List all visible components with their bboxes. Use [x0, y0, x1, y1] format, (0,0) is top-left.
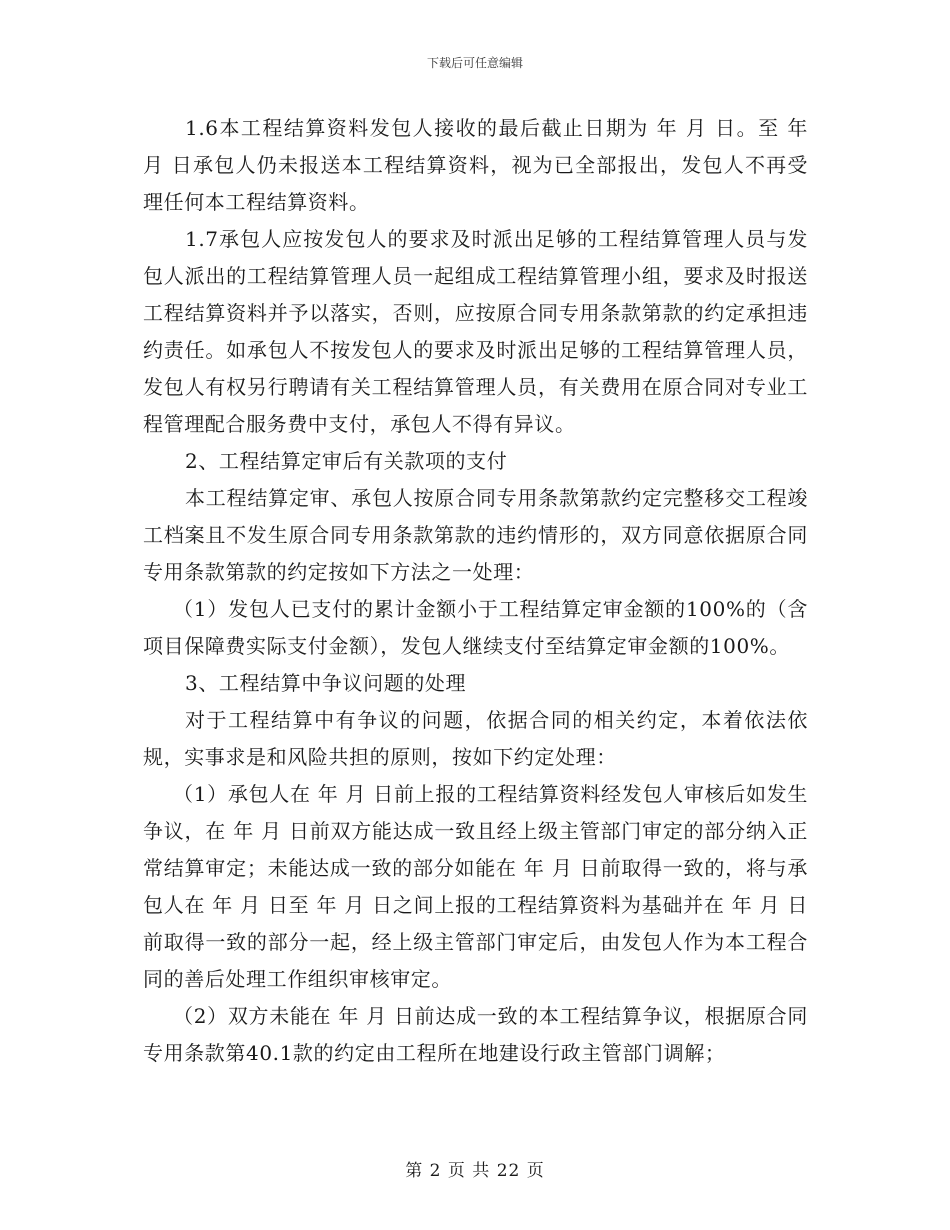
- page-header: 下载后可任意编辑: [426, 56, 523, 70]
- page-number-footer: 第 2 页 共 22 页: [405, 1161, 545, 1181]
- paragraph-2-item-1: （1）发包人已支付的累计金额小于工程结算定审金额的100%的（含项目保障费实际支付金额），发包人继续支付至结算定审金额的100%。: [143, 597, 808, 658]
- paragraph-2-body: 本工程结算定审、承包人按原合同专用条款第款约定完整移交工程竣工档案且不发生原合同专用条款第款的违约情形的，双方同意依据原合同专用条款第款的约定按如下方法之一处理：: [143, 486, 808, 584]
- paragraph-3-body: 对于工程结算中有争议的问题，依据合同的相关约定，本着依法依规，实事求是和风险共担的原则，按如下约定处理：: [143, 708, 808, 769]
- paragraph-1-7: 1.7承包人应按发包人的要求及时派出足够的工程结算管理人员与发包人派出的工程结算管理人员一起组成工程结算管理小组，要求及时报送工程结算资料并予以落实，否则，应按原合同专用条款第款的约定承担违约责任。如承包人不按发包人的要求及时派出足够的工程结算管理人员，发包人有权另行聘请有关工程结算管理人员，有关费用在原合同对专业工程管理配合服务费中支付，承包人不得有异议。: [143, 227, 808, 436]
- section-heading-2: 2、工程结算定审后有关款项的支付: [185, 449, 508, 473]
- paragraph-3-item-1: （1）承包人在 年 月 日前上报的工程结算资料经发包人审核后如发生争议，在 年 月 日前双方能达成一致且经上级主管部门审定的部分纳入正常结算审定；未能达成一致的部分如能在 年 月 日前取得一致的，将与承包人在 年 月 日至 年 月 日之间上报的工程结算资料为基础并在 年 月 日前取得一致的部分一起，经上级主管部门审定后，由发包人作为本工程合同的善后处理工作组织审核审定。: [143, 782, 808, 991]
- paragraph-1-6: 1.6本工程结算资料发包人接收的最后截止日期为 年 月 日。至 年 月 日承包人仍未报送本工程结算资料，视为已全部报出，发包人不再受理任何本工程结算资料。: [143, 116, 808, 214]
- document-body: [143, 110, 808, 1072]
- paragraph-3-item-2: （2）双方未能在 年 月 日前达成一致的本工程结算争议，根据原合同专用条款第40.1款的约定由工程所在地建设行政主管部门调解；: [143, 1004, 808, 1065]
- section-heading-3: 3、工程结算中争议问题的处理: [185, 671, 467, 695]
